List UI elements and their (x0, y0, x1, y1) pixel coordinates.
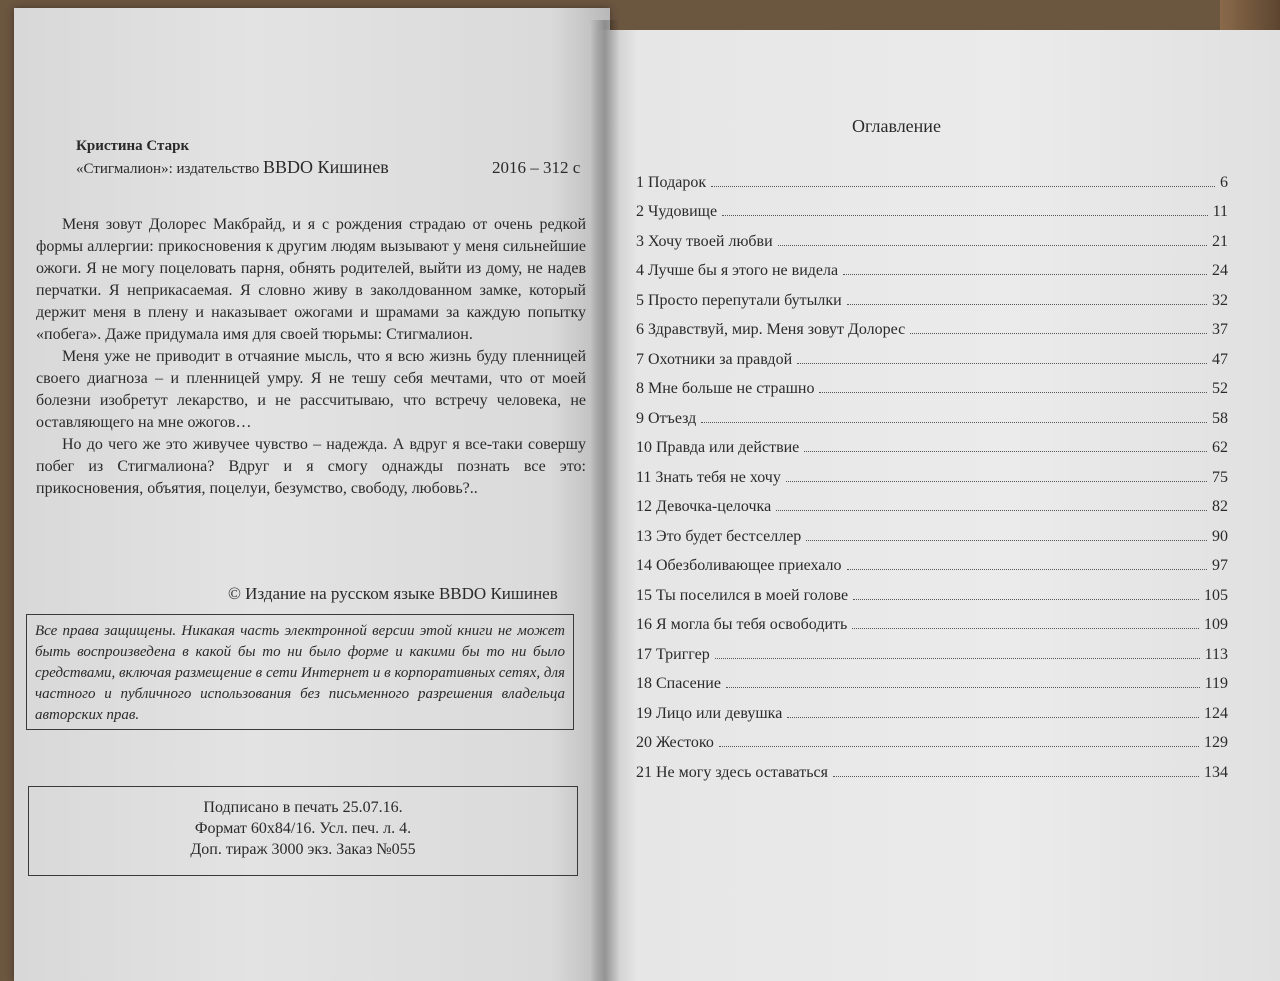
toc-entry-page: 82 (1212, 498, 1228, 515)
print-info-line: Доп. тираж 3000 экз. Заказ №055 (190, 841, 416, 858)
toc-entry-title: 12 Девочка-целочка (636, 498, 772, 515)
toc-entry-page: 6 (1220, 173, 1228, 191)
toc-leader-dots (847, 304, 1207, 305)
toc-entry-page: 97 (1212, 557, 1228, 574)
toc-entry (636, 723, 1228, 753)
publisher-name: BBDO Кишинев (263, 157, 389, 177)
toc-leader-dots (806, 540, 1207, 541)
toc-entry (636, 546, 1228, 576)
toc-entry-title: 4 Лучше бы я этого не видела (636, 262, 839, 279)
toc-entry-title: 2 Чудовище (636, 203, 718, 220)
toc-entry (636, 310, 1228, 340)
toc-entry-title: 14 Обезболивающее приехало (636, 557, 842, 574)
toc-entry-page: 62 (1212, 439, 1228, 456)
toc-entry-page: 47 (1212, 350, 1228, 368)
print-info-line: Формат 60х84/16. Усл. печ. л. 4. (194, 820, 412, 837)
toc-leader-dots (726, 687, 1200, 688)
toc-entry (636, 605, 1228, 635)
toc-leader-dots (715, 658, 1200, 659)
toc-entry (636, 516, 1228, 546)
toc-entry-page: 32 (1212, 291, 1228, 309)
toc-leader-dots (852, 628, 1199, 629)
toc-leader-dots (843, 274, 1207, 275)
print-info-line: Подписано в печать 25.07.16. (203, 799, 403, 816)
toc-entry (636, 487, 1228, 517)
toc-entry-page: 124 (1204, 704, 1228, 722)
toc-entry-page: 37 (1212, 321, 1228, 338)
print-info-box (28, 786, 578, 876)
toc-entry (636, 664, 1228, 694)
book-spine (590, 20, 620, 981)
toc-leader-dots (819, 392, 1207, 393)
toc-entry-title: 5 Просто перепутали бутылки (636, 291, 842, 309)
toc-entry-title: 13 Это будет бестселлер (636, 527, 802, 545)
toc-leader-dots (797, 363, 1207, 364)
toc-entry-title: 18 Спасение (636, 675, 721, 692)
toc-entry-page: 75 (1212, 468, 1228, 486)
rights-notice-box: Все права защищены. Никакая часть электронной версии этой книги не может быть воспроизведена в какой бы то ни было форме и какими бы то ни было средствами, включая размещение в сети Интернет и в корпоративных сетях, для частного и публичного использования без письменного разрешения владельца авторских прав. (26, 614, 574, 730)
publisher-line (76, 157, 389, 178)
toc-entry-page: 129 (1204, 734, 1228, 751)
toc-entry (636, 192, 1228, 222)
toc-leader-dots (910, 333, 1207, 334)
toc-entry-title: 8 Мне больше не страшно (636, 380, 815, 397)
toc-leader-dots (804, 451, 1207, 452)
toc-entry (636, 280, 1228, 310)
toc-leader-dots (776, 510, 1207, 511)
toc-entry-title: 11 Знать тебя не хочу (636, 468, 781, 486)
toc-entry (636, 575, 1228, 605)
toc-leader-dots (847, 569, 1207, 570)
toc-leader-dots (711, 186, 1215, 187)
toc-entry-title: 9 Отъезд (636, 409, 697, 427)
toc-entry-title: 16 Я могла бы тебя освободить (636, 616, 848, 633)
toc-entry-page: 21 (1212, 232, 1228, 250)
toc-entry-title: 15 Ты поселился в моей голове (636, 586, 849, 604)
toc-entry (636, 369, 1228, 399)
publisher-prefix: «Стигмалион»: издательство (76, 161, 260, 177)
toc-entry-title: 20 Жестоко (636, 734, 714, 751)
toc-entry (636, 339, 1228, 369)
toc-entry-page: 113 (1204, 645, 1228, 663)
toc-entry-page: 24 (1212, 262, 1228, 279)
toc-entry (636, 428, 1228, 458)
toc-entry-title: 3 Хочу твоей любви (636, 232, 773, 250)
toc-leader-dots (778, 245, 1207, 246)
toc-entry (636, 752, 1228, 782)
toc-entry (636, 693, 1228, 723)
toc-entry (636, 251, 1228, 281)
toc-entry-page: 134 (1204, 763, 1228, 781)
toc-entry-page: 119 (1204, 675, 1228, 692)
toc-entry (636, 634, 1228, 664)
toc-entry-title: 6 Здравствуй, мир. Меня зовут Долорес (636, 321, 906, 338)
synopsis (36, 214, 586, 500)
toc-leader-dots (701, 422, 1207, 423)
toc-entry-title: 21 Не могу здесь оставаться (636, 763, 828, 781)
table-of-contents (636, 162, 1228, 782)
toc-entry-page: 105 (1204, 586, 1228, 604)
synopsis-paragraph: Но до чего же это живучее чувство – надежда. А вдруг я все-таки совершу побег из Стигмалиона? Вдруг и я смогу однажды познать все это: прикосновения, объятия, поцелуи, безумство, свободу, любовь?.. (36, 436, 586, 497)
toc-leader-dots (722, 215, 1208, 216)
toc-entry (636, 398, 1228, 428)
toc-entry (636, 457, 1228, 487)
copyright-line: © Издание на русском языке BBDO Кишинев (228, 584, 558, 603)
toc-entry-page: 109 (1204, 616, 1228, 633)
toc-leader-dots (853, 599, 1199, 600)
toc-leader-dots (719, 746, 1199, 747)
year-pages: 2016 – 312 с (492, 158, 581, 177)
toc-entry-page: 52 (1212, 380, 1228, 397)
toc-title: Оглавление (852, 116, 941, 136)
toc-entry-title: 19 Лицо или девушка (636, 704, 783, 722)
toc-entry-title: 17 Триггер (636, 645, 710, 663)
synopsis-paragraph: Меня зовут Долорес Макбрайд, и я с рождения страдаю от очень редкой формы аллергии: прикосновения к другим людям вызывают у меня сильнейшие ожоги. Я не могу поцеловать парня, обнять родителей, выйти из дому, не надев перчатки. Я неприкасаемая. Я словно живу в заколдованном замке, который держит меня в плену и наказывает ожогами и шрамами за каждую попытку «побега». Даже придумала имя для своей тюрьмы: Стигмалион. (36, 216, 586, 343)
toc-leader-dots (787, 717, 1199, 718)
synopsis-paragraph: Меня уже не приводит в отчаяние мысль, что я всю жизнь буду пленницей своего диагноза – и пленницей умру. Я не тешу себя мечтами, что от моей болезни изобретут лекарство, и не рассчитываю, что встречу человека, не оставляющего на мне ожогов… (36, 348, 586, 431)
toc-entry-page: 90 (1212, 527, 1228, 545)
toc-entry-page: 58 (1212, 409, 1228, 427)
toc-entry-title: 10 Правда или действие (636, 439, 800, 456)
toc-entry-page: 11 (1212, 203, 1228, 220)
author-name: Кристина Старк (76, 138, 190, 154)
toc-entry (636, 221, 1228, 251)
toc-leader-dots (786, 481, 1207, 482)
toc-leader-dots (833, 776, 1199, 777)
toc-entry-title: 7 Охотники за правдой (636, 350, 793, 368)
toc-entry-title: 1 Подарок (636, 173, 707, 191)
toc-entry (636, 162, 1228, 192)
